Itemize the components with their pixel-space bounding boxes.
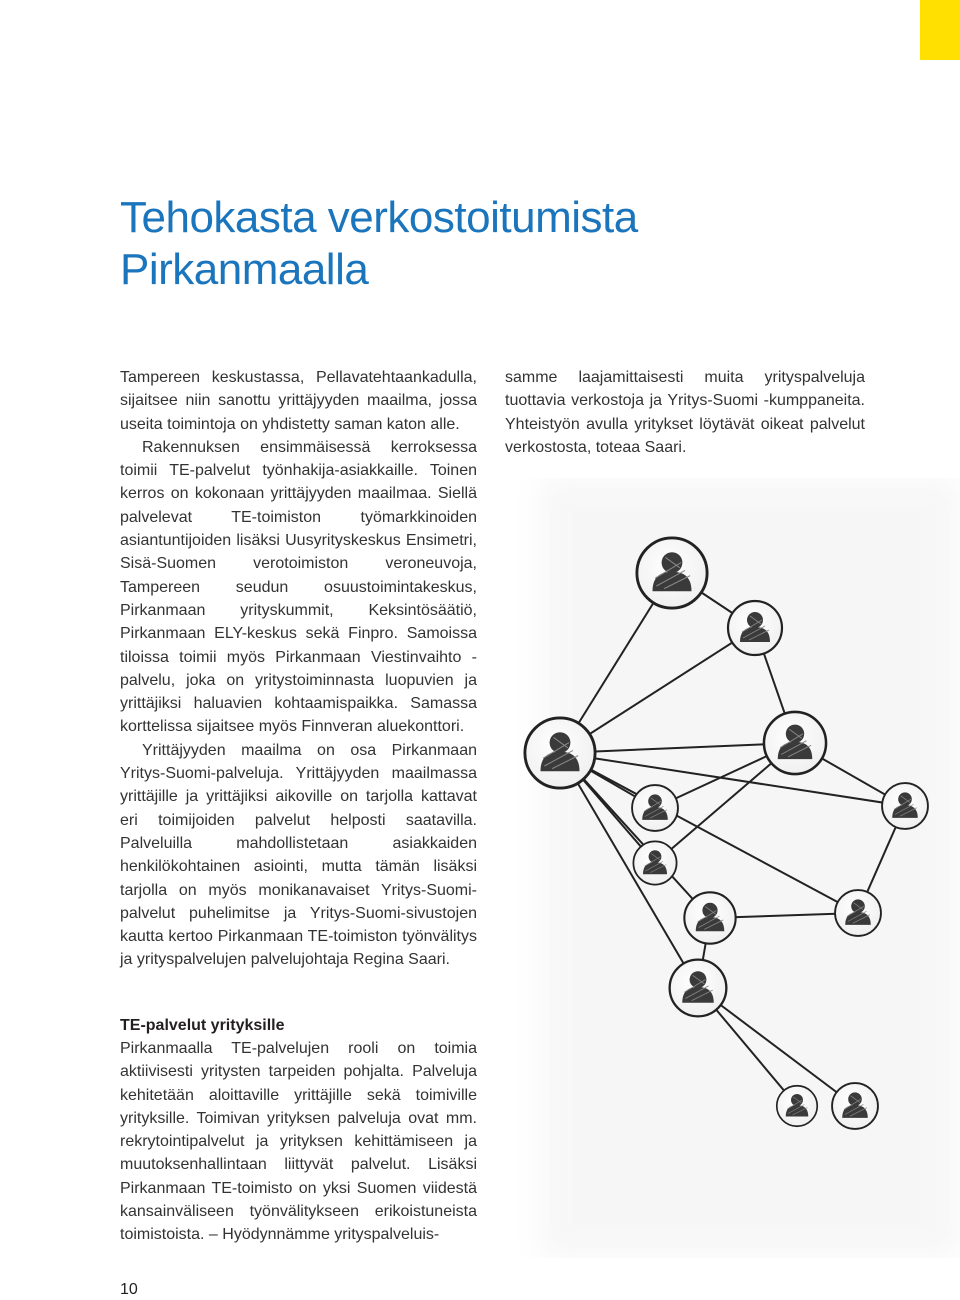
person-icon xyxy=(832,1083,878,1129)
person-icon xyxy=(764,712,826,774)
section-heading: TE-palvelut yrityksille xyxy=(120,1017,285,1034)
person-icon xyxy=(777,1086,818,1127)
section-text: Pirkanmaalla TE-palvelujen rooli on toimia aktiivisesti yritysten tarpeiden pohjalta. Palveluja kehitetään aloittaville yrittäjille sekä toimiville yrityksille. Toimivan yrityksen palveluja ovat mm. rekrytointipalvelut ja yrityksen kehittämiseen ja muutoksenhallintaan liittyvät palvelut. Lisäksi Pirkanmaan TE-toimisto on yksi Suomen viidestä kansainväliseen työnvälitykseen erikoistuneista toimistoista. – Hyödynnämme yrityspalveluis- xyxy=(120,1040,477,1244)
person-icon xyxy=(670,960,727,1017)
page-title-line-1: Tehokasta verkostoitumista xyxy=(120,193,638,242)
person-icon xyxy=(637,538,707,608)
person-icon xyxy=(684,892,735,943)
page-title-line-2: Pirkanmaalla xyxy=(120,245,369,294)
person-icon xyxy=(632,785,678,831)
paragraph-building: Rakennuksen ensimmäisessä kerroksessa toimii TE-palvelut työnhakija-asiakkaille. Toinen kerros on kokonaan yrittäjyyden maailmaa. Siellä palvelevat TE-toimiston työmarkkinoiden asiantuntijoiden lisäksi Uusyrityskeskus Ensimetri, Sisä-Suomen verotoimiston veroneuvoja, Tampereen seudun osuustoimintakeskus, Pirkanmaan yrityskummit, Keksintösäätiö, Pirkanmaan ELY-keskus sekä Finpro. Samoissa tiloissa toimii myös Pirkanmaan Viestinvaihto -palvelu, joka on yritystoiminnasta luopuvien ja yrittäjiksi haluavien kohtaamispaikka. Samassa korttelissa sijaitsee myös Finnveran aluekonttori. xyxy=(120,438,477,736)
person-icon xyxy=(835,890,881,936)
page-title xyxy=(120,192,638,296)
left-column xyxy=(120,366,477,972)
network-illustration xyxy=(500,478,960,1258)
person-icon xyxy=(633,841,676,884)
yellow-corner-tab xyxy=(920,0,960,60)
person-icon xyxy=(882,783,928,829)
background-haze xyxy=(540,478,960,1258)
right-column-text: samme laajamittaisesti muita yrityspalveluja tuottavia verkostoja ja Yritys-Suomi -kumppaneita. Yhteistyön avulla yritykset löytävät oikeat palvelut verkostosta, toteaa Saari. xyxy=(505,369,865,456)
right-column xyxy=(505,366,865,459)
paragraph-services: Yrittäjyyden maailma on osa Pirkanmaan Yritys-Suomi-palveluja. Yrittäjyyden maailmassa yrittäjille ja yrittäjiksi aikoville on tarjolla kattavat eri toimijoiden palvelut helposti saatavilla. Palveluilla mahdollistetaan asiakkaiden henkilökohtainen asiointi, mutta tämän lisäksi tarjolla on myös monikanavaiset Yritys-Suomi-palvelut puhelimitse ja Yritys-Suomi-sivustojen kautta kertoo Pirkanmaan TE-toimiston työnvälitys ja yrityspalvelujen palvelujohtaja Regina Saari. xyxy=(120,741,477,969)
te-services-section xyxy=(120,1014,477,1247)
paragraph-intro: Tampereen keskustassa, Pellavatehtaankadulla, sijaitsee niin sanottu yrittäjyyden maailma, jossa useita toimintoja on yhdistetty saman katon alle. xyxy=(120,369,477,433)
person-icon xyxy=(728,601,782,655)
page-number: 10 xyxy=(120,1281,138,1298)
person-icon xyxy=(525,718,595,788)
